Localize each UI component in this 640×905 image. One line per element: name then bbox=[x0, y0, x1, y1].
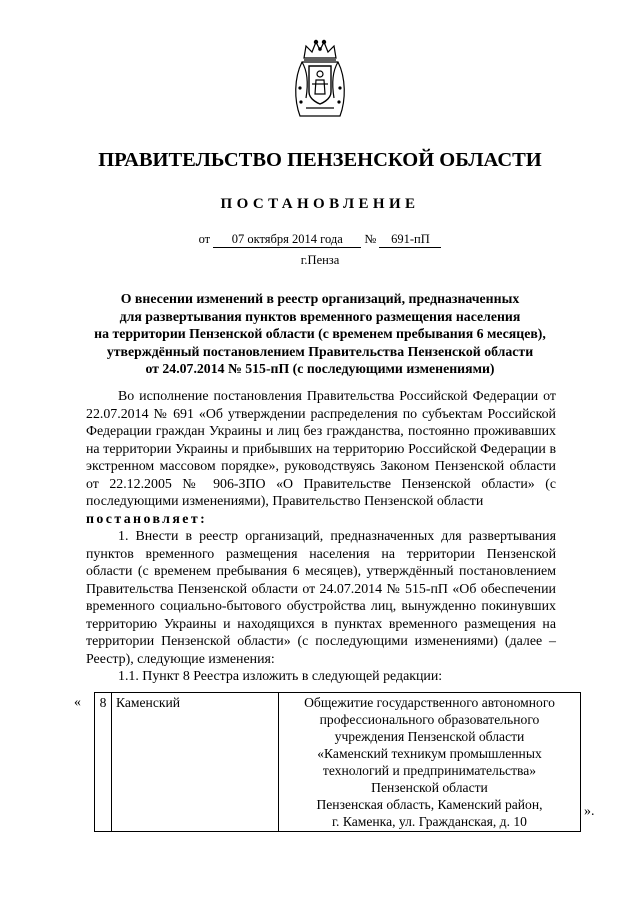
table-row bbox=[95, 693, 581, 832]
row-organization bbox=[279, 693, 581, 832]
city: г.Пенза bbox=[300, 253, 340, 267]
row-number: 8 bbox=[95, 693, 112, 832]
org-line: Общежитие государственного автономного bbox=[304, 695, 555, 710]
org-line: Пензенская область, Каменский район, bbox=[316, 797, 543, 812]
org-line: г. Каменка, ул. Гражданская, д. 10 bbox=[332, 814, 527, 829]
org-line: технологий и предпринимательства» bbox=[322, 763, 537, 778]
quote-open: « bbox=[74, 695, 81, 710]
date-number-line bbox=[0, 231, 640, 248]
org-line: «Каменский техникум промышленных bbox=[317, 746, 542, 761]
subject-line: от 24.07.2014 № 515-пП (с последующими изменениями) bbox=[145, 361, 495, 376]
item-1-1-paragraph: 1.1. Пункт 8 Реестра изложить в следующей редакции: bbox=[118, 669, 443, 684]
registry-table bbox=[94, 692, 581, 832]
row-district: Каменский bbox=[112, 693, 279, 832]
government-title: ПРАВИТЕЛЬСТВО ПЕНЗЕНСКОЙ ОБЛАСТИ bbox=[98, 149, 542, 171]
org-line: учреждения Пензенской области bbox=[334, 729, 525, 744]
resolves-keyword: постановляет: bbox=[86, 511, 208, 527]
item-1-paragraph: 1. Внести в реестр организаций, предназначенных для развертывания пунктов временного размещения населения на территории Пензенской области (с временем пребывания 6 месяцев), утверждённый постановлением Правительства Пензенской области от 24.07.2014 № 515-пП «Об обеспечении временного социально-бытового обустройства лиц, вынужденно покинувших территорию Украины и находящихся в пунктах временного размещения на территории Пензенской области» (с последующими изменениями) (далее – Реестр), следующие изменения: bbox=[86, 529, 556, 667]
date-prefix: от bbox=[198, 232, 211, 246]
document-subject bbox=[70, 290, 570, 378]
subject-line: утверждённый постановлением Правительства Пензенской области bbox=[106, 343, 534, 359]
subject-line: на территории Пензенской области (с временем пребывания 6 месяцев), bbox=[94, 326, 546, 341]
subject-line: О внесении изменений в реестр организаций, предназначенных bbox=[120, 291, 520, 306]
org-line: Пензенской области bbox=[371, 780, 488, 795]
document-date: 07 октября 2014 года bbox=[213, 231, 361, 248]
document-number: 691-пП bbox=[379, 231, 441, 248]
number-sign: № bbox=[364, 232, 377, 246]
subject-line: для развертывания пунктов временного размещения населения bbox=[119, 308, 521, 324]
preamble-paragraph: Во исполнение постановления Правительства Российской Федерации от 22.07.2014 № 691 «Об утверждении распределения по субъектам Российской Федерации граждан Украины и лиц без гражданства, постоянно проживавших на территории Украины и прибывших на территорию Российской Федерации в экстренном массовом порядке», руководствуясь Законом Пензенской области от 22.12.2005 № 906-ЗПО «О Правительстве Пензенской области» (с последующими изменениями), Правительство Пензенской области bbox=[86, 389, 556, 509]
document-kind: ПОСТАНОВЛЕНИЕ bbox=[220, 196, 420, 212]
document-body bbox=[86, 388, 556, 686]
org-line: профессионального образовательного bbox=[319, 712, 540, 727]
quote-close: ». bbox=[584, 804, 595, 819]
coat-of-arms-icon bbox=[292, 38, 348, 120]
